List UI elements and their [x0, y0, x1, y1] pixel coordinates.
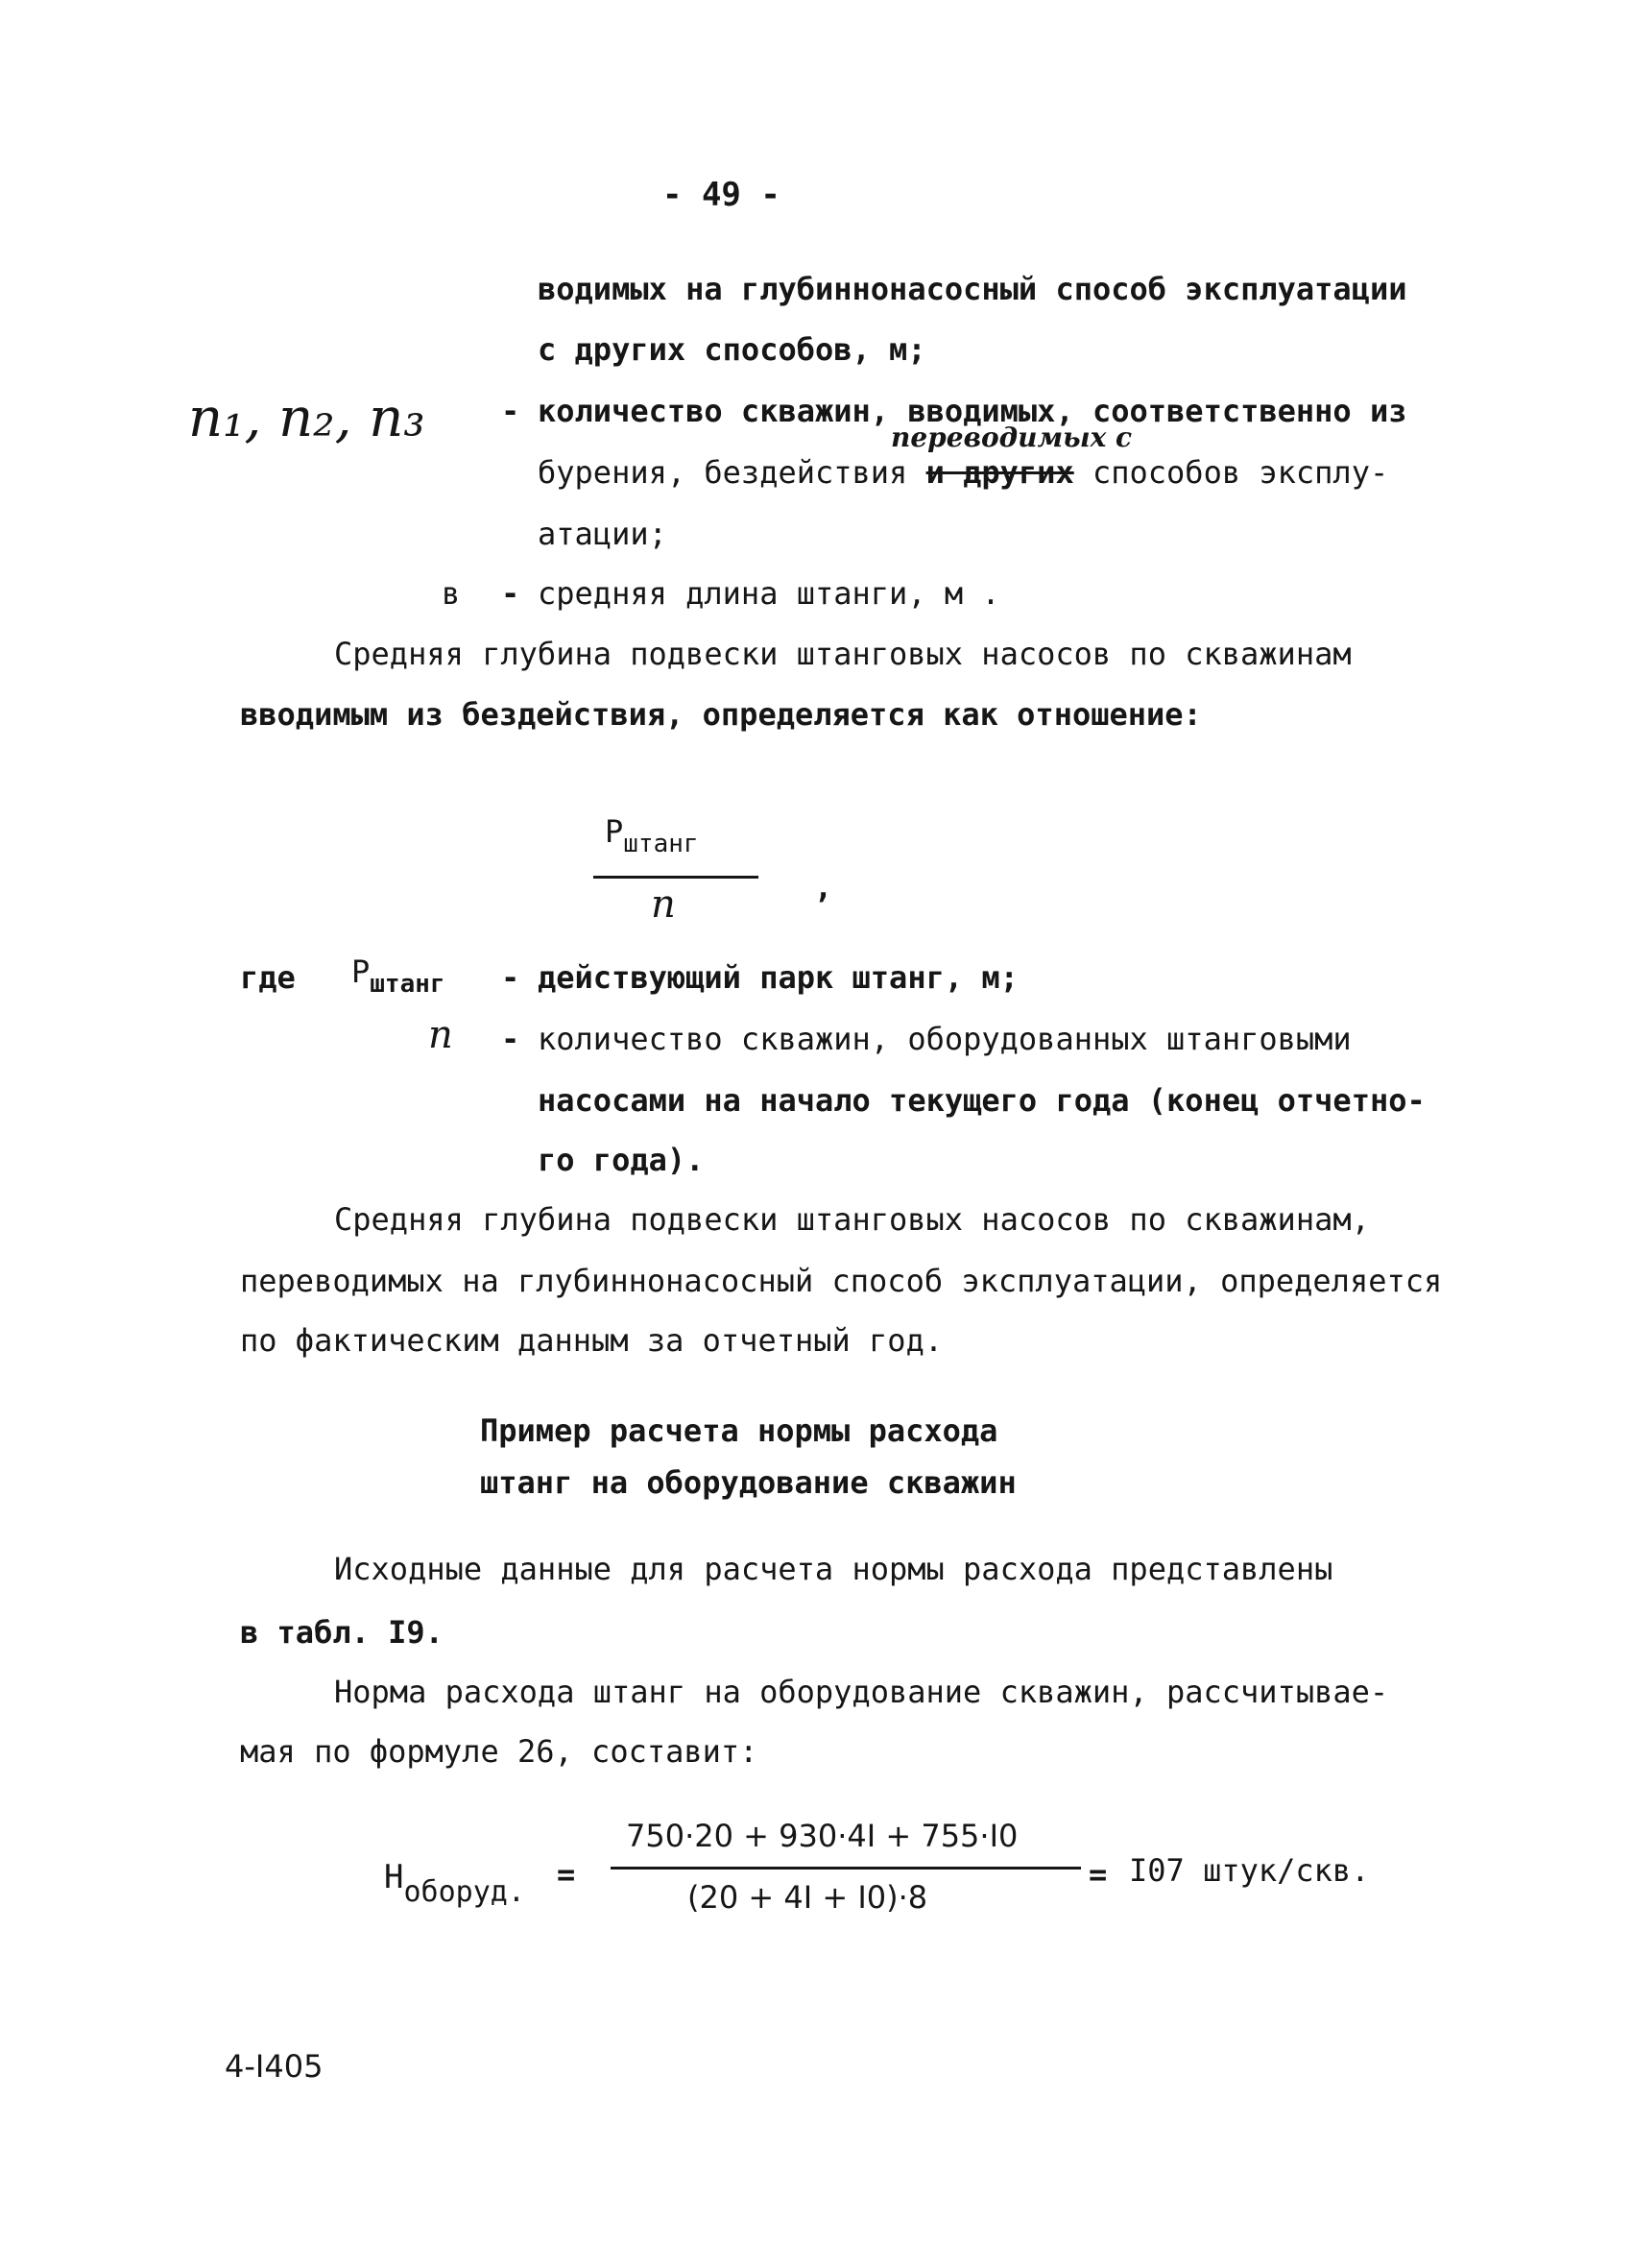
- def-n123-line-2-after: способов эксплу-: [1092, 454, 1389, 491]
- para3-line-2: в табл. I9.: [240, 1614, 444, 1651]
- fraction1-subscript: штанг: [623, 830, 699, 858]
- where-def-1: действующий парк штанг, м;: [538, 959, 1019, 996]
- where-def-2-line-3: го года).: [538, 1142, 705, 1178]
- symbol-n123: n₁, n₂, n₃: [188, 387, 425, 449]
- para2-line-1: Средняя глубина подвески штанговых насосов по скважинам,: [334, 1201, 1370, 1238]
- para1-line-2: вводимым из бездействия, определяется как отношение:: [240, 696, 1202, 733]
- where-def-2-line-2: насосами на начало текущего года (конец отчетно-: [538, 1082, 1426, 1119]
- dash-n123: -: [501, 393, 520, 429]
- where-symbol-n: n: [428, 1013, 453, 1057]
- formula-lhs-main: Н: [384, 1858, 404, 1896]
- fraction1-comma: ,: [814, 869, 833, 905]
- formula-bar: [611, 1867, 1081, 1870]
- where-word: где: [240, 959, 296, 996]
- where-symbol-sub: штанг: [370, 970, 445, 999]
- formula-numerator: 750·20 + 930·4I + 755·I0: [626, 1818, 1019, 1854]
- fraction1-denominator: n: [651, 882, 676, 927]
- formula-result: I07 штук/скв.: [1129, 1852, 1370, 1889]
- para3-line-1: Исходные данные для расчета нормы расхода представлены: [334, 1551, 1333, 1587]
- formula-lhs: [384, 1858, 525, 1909]
- formula-equals-2: =: [1089, 1856, 1108, 1893]
- para2-line-2: переводимых на глубиннонасосный способ эксплуатации, определяется: [240, 1263, 1443, 1299]
- def-n123-line-2-before: бурения, бездействия: [538, 454, 908, 491]
- where-def-2-line-1: количество скважин, оборудованных штанговыми: [538, 1021, 1352, 1057]
- continuation-line-1: водимых на глубиннонасосный способ эксплуатации: [538, 271, 1407, 307]
- dash-b: -: [501, 575, 520, 612]
- para4-line-1: Норма расхода штанг на оборудование скважин, рассчитывае-: [334, 1674, 1389, 1710]
- heading-line-1: Пример расчета нормы расхода: [480, 1412, 998, 1449]
- where-symbol-main: P: [351, 953, 371, 990]
- where-symbol-p: [351, 953, 445, 999]
- def-b-text: средняя длина штанги, м .: [538, 575, 1000, 612]
- def-n123-struck-text: и других: [925, 454, 1074, 491]
- symbol-b: в: [442, 575, 461, 612]
- page-number: - 49 -: [662, 176, 780, 214]
- where-dash-2: -: [501, 1021, 520, 1057]
- para1-line-1: Средняя глубина подвески штанговых насосов по скважинам: [334, 636, 1352, 672]
- formula-denominator: (20 + 4I + I0)·8: [687, 1879, 928, 1916]
- where-dash-1: -: [501, 959, 520, 996]
- formula-equals-1: =: [557, 1856, 576, 1893]
- fraction1-symbol: P: [605, 813, 624, 850]
- heading-line-2: штанг на оборудование скважин: [480, 1464, 1017, 1501]
- fraction1-bar: [593, 876, 758, 879]
- inserted-text: переводимых с: [891, 422, 1133, 453]
- def-n123-line-1: количество скважин, вводимых, соответственно из: [538, 393, 1407, 429]
- def-n123-line-3: атации;: [538, 516, 667, 552]
- def-n123-line-2: [538, 454, 1389, 491]
- footer-code: 4-I405: [225, 2048, 324, 2085]
- para2-line-3: по фактическим данным за отчетный год.: [240, 1322, 944, 1359]
- para4-line-2: мая по формуле 26, составит:: [240, 1733, 758, 1770]
- fraction1-numerator: [605, 813, 699, 858]
- continuation-line-2: с других способов, м;: [538, 331, 926, 368]
- formula-lhs-sub: оборуд.: [403, 1875, 525, 1909]
